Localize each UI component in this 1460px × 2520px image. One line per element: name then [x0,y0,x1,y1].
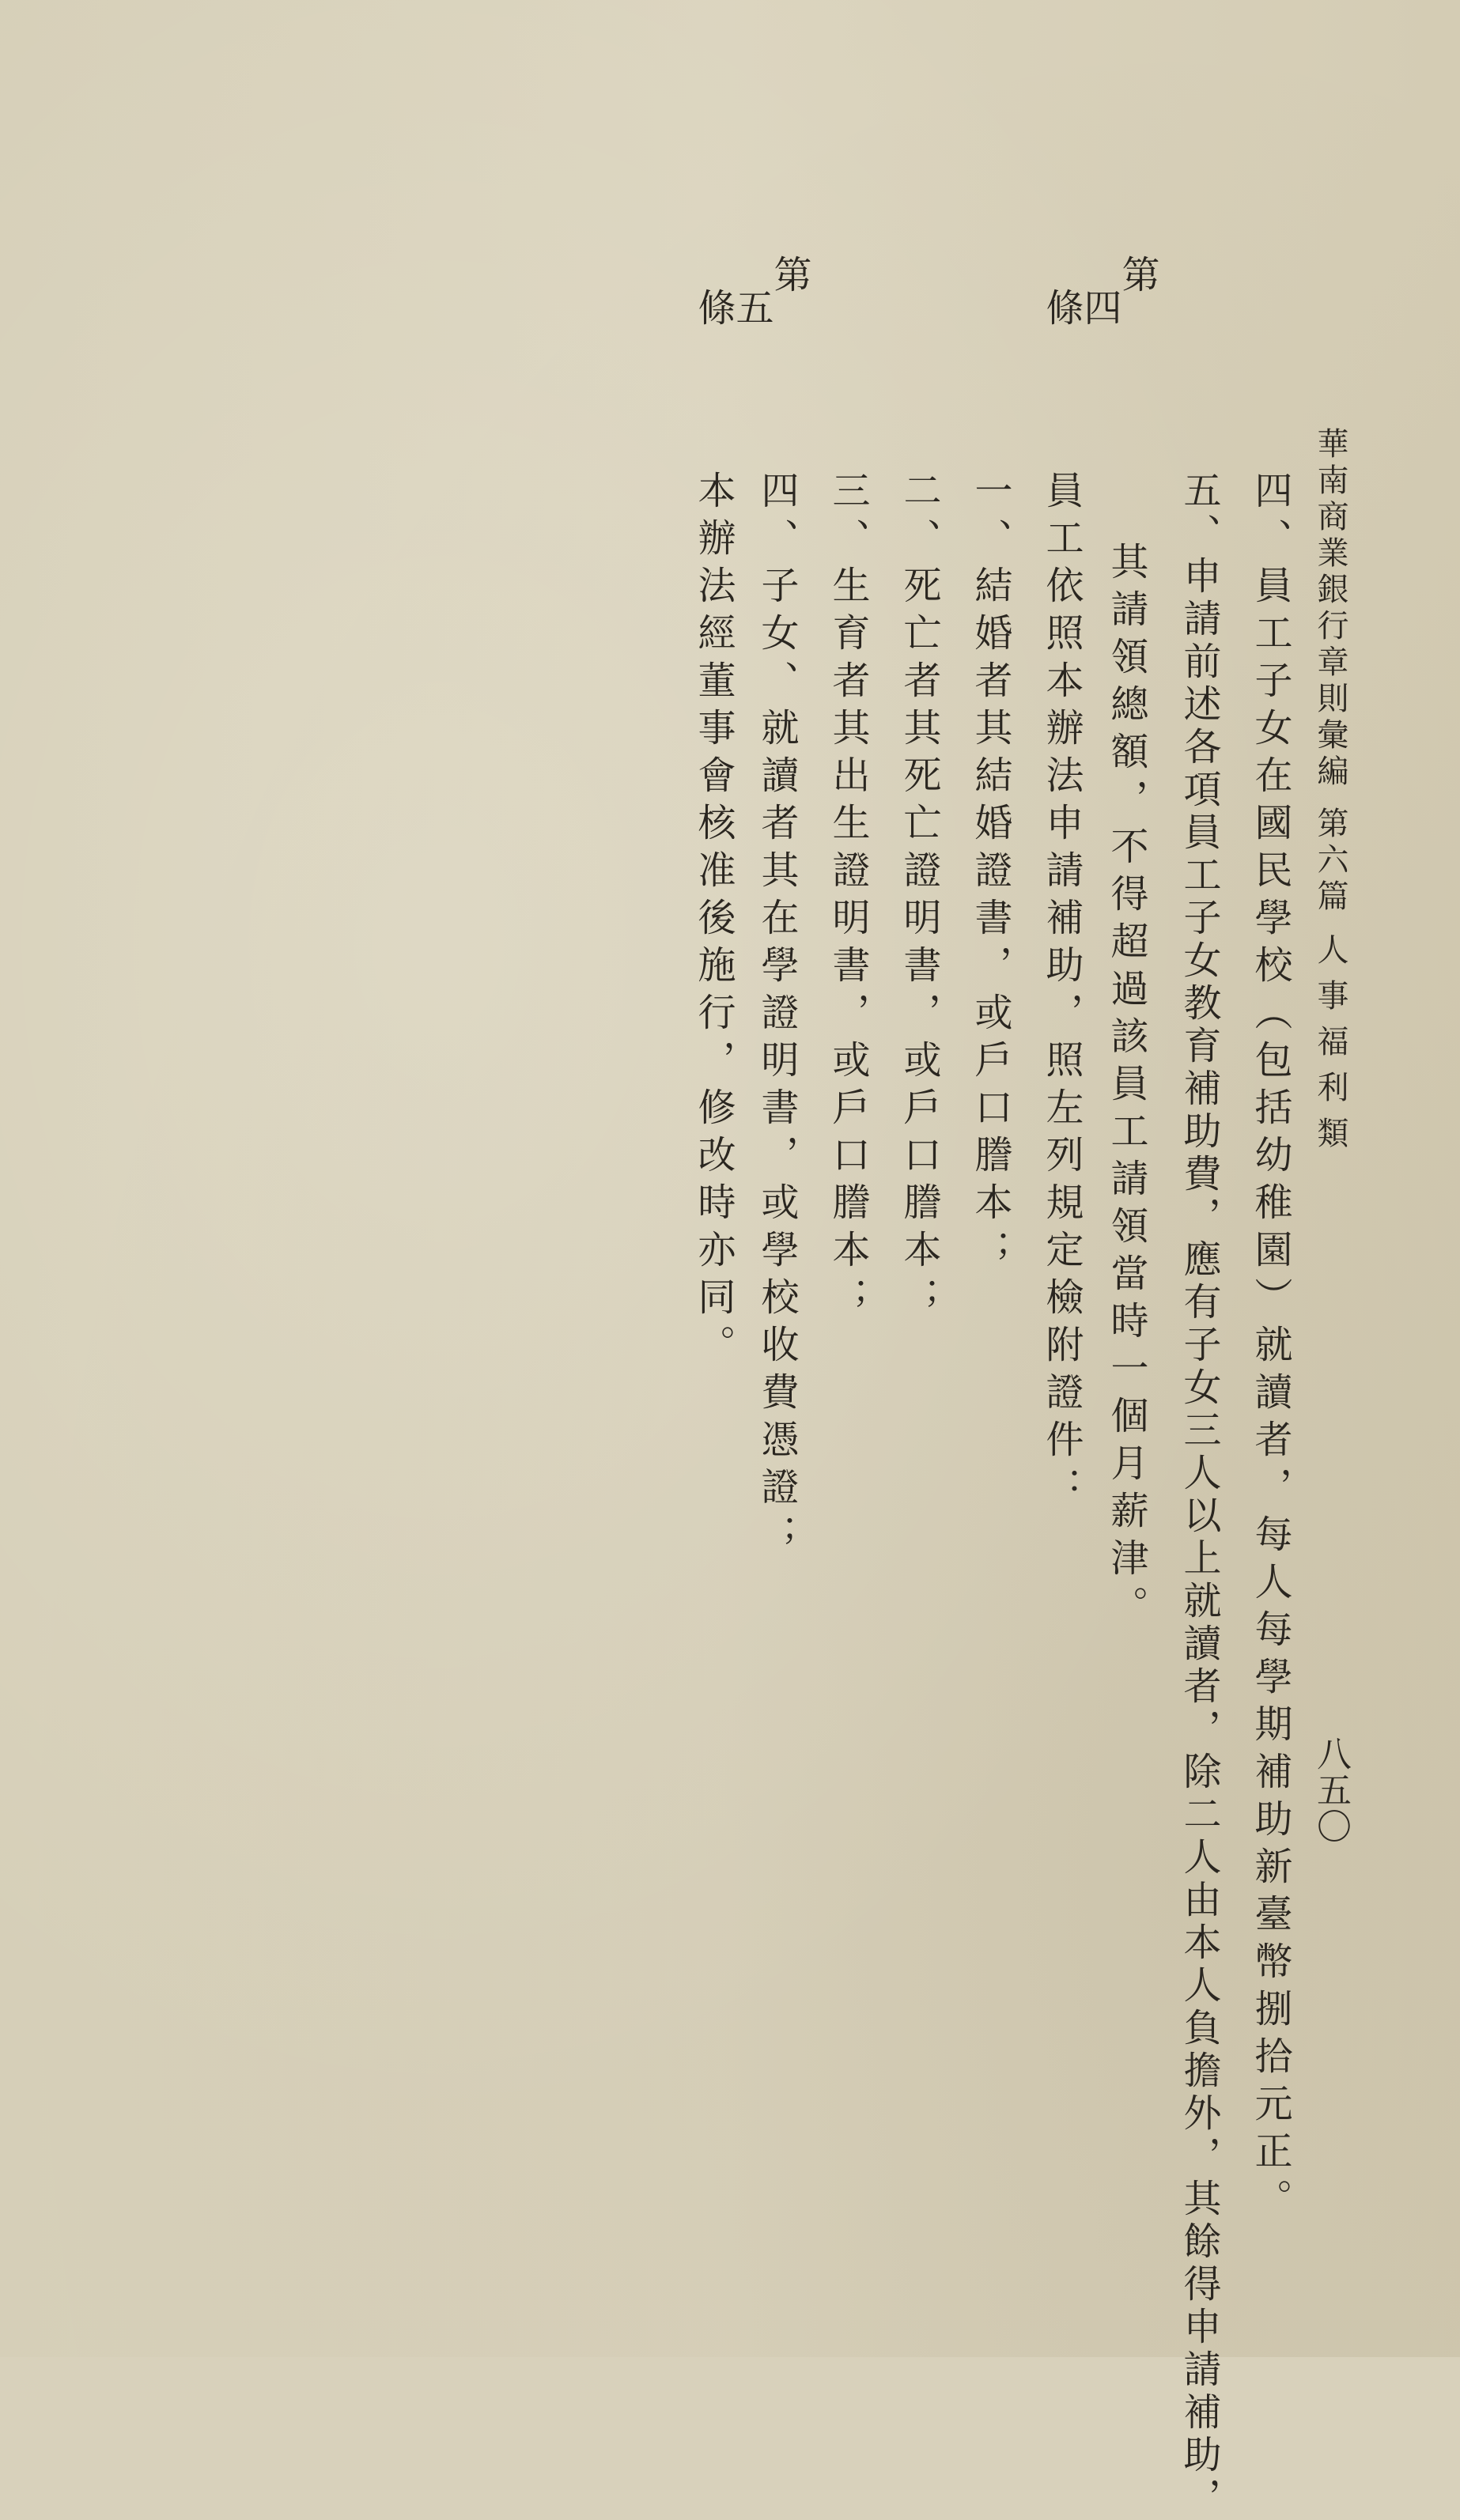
article-5-label-char-3: 條 [691,288,736,326]
running-header-category: 人事福利類 [1312,933,1348,1162]
article-4-subitem-4: 四、子女、就讀者其在學證明書，或學校收費憑證； [755,470,799,1562]
article-4-subitem-3: 三、生育者其出生證明書，或戶口謄本； [826,470,870,1324]
article-4-subitem-2: 二、死亡者其死亡證明書，或戶口謄本； [897,470,941,1324]
item-4: 四、員工子女在國民學校（包括幼稚園）就讀者，每人每學期補助新臺幣捌拾元正。 [1248,470,1292,2226]
running-header-section: 第六篇 [1312,807,1348,916]
article-4-text: 員工依照本辦法申請補助，照左列規定檢附證件： [1039,470,1084,1514]
article-4-label-char-3: 條 [1039,288,1084,326]
article-5-label [691,255,811,326]
article-4-subitem-1: 一、結婚者其結婚證書，或戶口謄本； [968,470,1012,1277]
article-5-label-char-2: 五 [729,288,773,326]
article-4-label-char-2: 四 [1077,288,1121,326]
article-4-label-char-1: 第 [1115,255,1159,293]
article-4-label [1039,255,1159,326]
article-5-label-char-1: 第 [767,255,811,293]
item-5-line-2: 其請領總額，不得超過該員工請領當時一個月薪津。 [1104,542,1148,1633]
article-5-text: 本辦法經董事會核准後施行，修改時亦同。 [691,470,736,1372]
page-number: 八五〇 [1311,1736,1351,1845]
running-header-title: 華南商業銀行章則彙編 [1312,427,1348,791]
item-5-line-1: 五、申請前述各項員工子女教育補助費，應有子女三人以上就讀者，除二人由本人負擔外，其餘得申請補助， [1177,470,1221,2520]
